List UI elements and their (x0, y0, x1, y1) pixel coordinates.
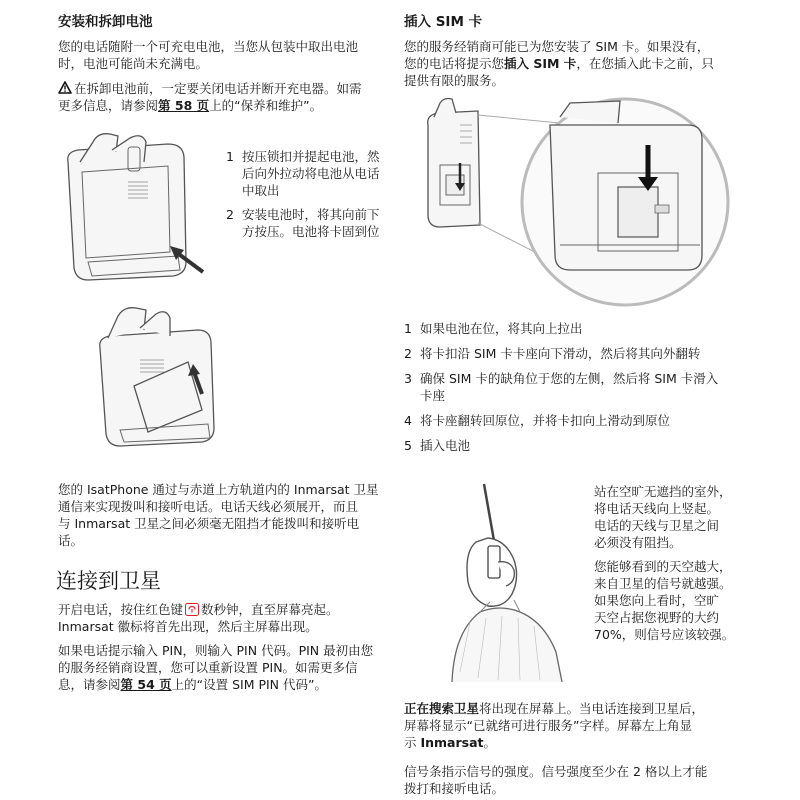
outdoor-p2-line5: 70%，则信号应该较强。 (594, 627, 735, 642)
sim-para-line1: 您的服务经销商可能已为您安装了 SIM 卡。如果没有， (404, 39, 710, 54)
search-line1: 正在搜索卫星将出现在屏幕上。当电话连接到卫星后， (404, 701, 705, 716)
page-54-link[interactable]: 第 54 页 (120, 677, 172, 692)
connect-p2-line1: 如果电话提示输入 PIN，则输入 PIN 代码。PIN 最初由您 (58, 643, 374, 658)
signal-line1: 信号条指示信号的强度。信号强度至少在 2 格以上才能 (404, 764, 708, 779)
search-line2: 屏幕将显示“已就绪可进行服务”字样。屏幕左上角显 (404, 718, 692, 733)
satellite-para-line1: 您的 IsatPhone 通过与赤道上方轨道内的 Inmarsat 卫星 (58, 482, 379, 497)
page-58-link[interactable]: 第 58 页 (158, 98, 210, 113)
sim-insert-illustration (420, 95, 730, 310)
battery-install-illustration (90, 300, 230, 448)
battery-step-1-line3: 中取出 (242, 183, 280, 198)
outdoor-p1-line4: 必须没有阻挡。 (594, 535, 682, 550)
battery-step-1: 1 按压锁扣并提起电池，然 (226, 149, 380, 164)
satellite-para-line4: 话。 (58, 533, 84, 548)
outdoor-p1-line1: 站在空旷无遮挡的室外， (594, 484, 732, 499)
connect-p1-line1: 开启电话，按住红色键 数秒钟，直至屏幕亮起。 (58, 602, 339, 617)
sim-step-1: 1 如果电池在位，将其向上拉出 (404, 321, 583, 336)
connect-satellite-title: 连接到卫星 (56, 569, 161, 593)
person-with-phone-illustration (440, 482, 590, 682)
satellite-para-line2: 通信来实现拨叫和接听电话。电话天线必须展开，而且 (58, 499, 359, 514)
outdoor-p2-line3: 如果您向上看时，空旷 (594, 593, 720, 608)
power-key-icon (185, 603, 199, 616)
sim-section-title: 插入 SIM 卡 (404, 14, 483, 30)
sim-step-2: 2 将卡扣沿 SIM 卡卡座向下滑动，然后将其向外翻转 (404, 346, 701, 361)
battery-warning-line2: 更多信息，请参阅第 58 页上的“保养和维护”。 (58, 98, 323, 113)
outdoor-p1-line2: 将电话天线向上竖起。 (594, 501, 720, 516)
signal-line2: 拨打和接听电话。 (404, 781, 505, 796)
outdoor-p2-line2: 来自卫星的信号就越强。 (594, 576, 732, 591)
sim-step-3-line2: 卡座 (420, 388, 446, 403)
search-line3: 示 Inmarsat。 (404, 735, 497, 750)
sim-para-line2: 您的电话将提示您插入 SIM 卡，在您插入此卡之前，只 (404, 56, 714, 71)
battery-step-2: 2 安装电池时，将其向前下 (226, 207, 380, 222)
connect-p2-line3: 息，请参阅第 54 页上的“设置 SIM PIN 代码”。 (58, 677, 327, 692)
sim-step-5: 5 插入电池 (404, 438, 471, 453)
battery-intro-line2: 时，电池可能尚未充满电。 (58, 56, 209, 71)
battery-step-2-line2: 方按压。电池将卡固到位 (242, 224, 380, 239)
satellite-para-line3: 与 Inmarsat 卫星之间必须毫无阻挡才能拨叫和接听电 (58, 516, 360, 531)
connect-p1-line2: Inmarsat 徽标将首先出现，然后主屏幕出现。 (58, 619, 318, 634)
outdoor-p1-line3: 电话的天线与卫星之间 (594, 518, 720, 533)
sim-para-line3: 提供有限的服务。 (404, 73, 505, 88)
battery-section-title: 安装和拆卸电池 (58, 14, 153, 30)
battery-removal-illustration (58, 122, 208, 290)
battery-intro-line1: 您的电话随附一个可充电电池，当您从包装中取出电池 (58, 39, 359, 54)
warning-triangle-icon (58, 81, 72, 94)
sim-step-4: 4 将卡座翻转回原位，并将卡扣向上滑动到原位 (404, 413, 671, 428)
sim-step-3: 3 确保 SIM 卡的缺角位于您的左侧，然后将 SIM 卡滑入 (404, 371, 719, 386)
connect-p2-line2: 的服务经销商设置，您可以重新设置 PIN。如需更多信 (58, 660, 358, 675)
outdoor-p2-line1: 您能够看到的天空越大， (594, 559, 732, 574)
battery-warning-line1: 在拆卸电池前，一定要关闭电话并断开充电器。如需 (58, 80, 362, 98)
outdoor-p2-line4: 天空占据您视野的大约 (594, 610, 720, 625)
battery-step-1-line2: 后向外拉动将电池从电话 (242, 166, 380, 181)
